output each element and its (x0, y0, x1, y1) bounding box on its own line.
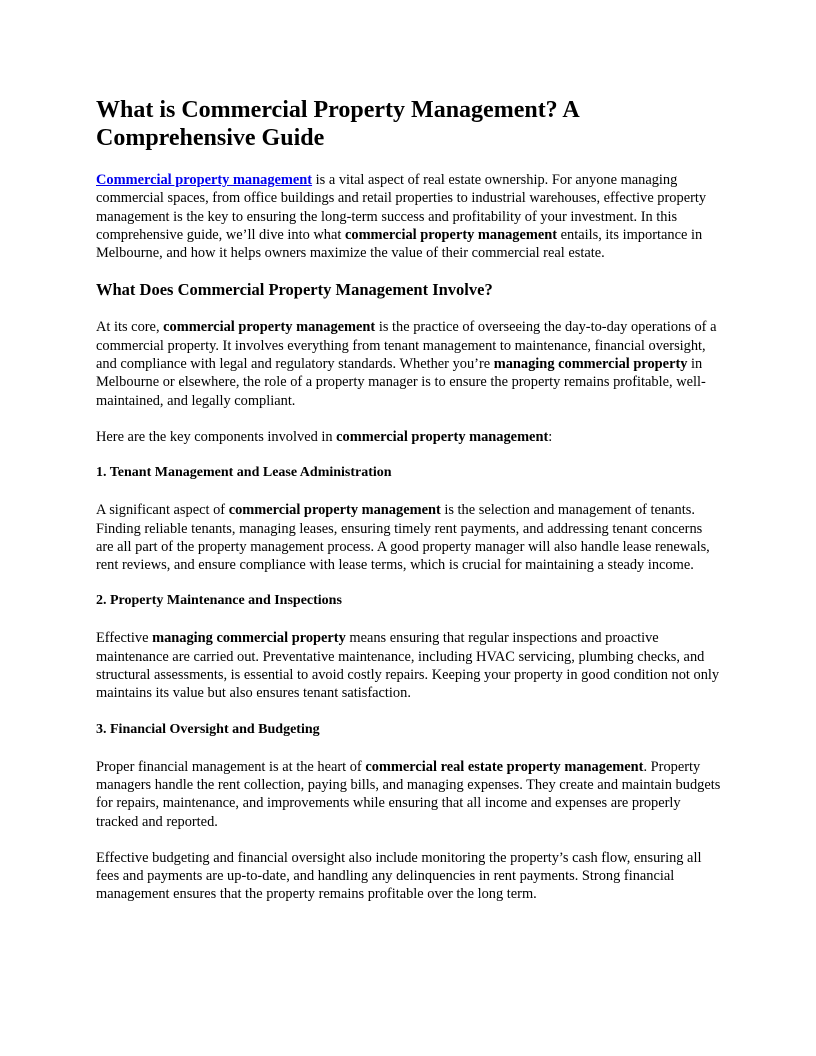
property-maintenance-paragraph: Effective managing commercial property means ensuring that regular inspections and proactive maintenance are carried out. Preventative maintenance, including HVAC servicing, plumbing checks, and structural assessments, is essential to avoid costly repairs. Keeping your property in good condition not only maintains its value but also ensures tenant satisfaction. (96, 630, 720, 702)
tenant-management-paragraph: A significant aspect of commercial property management is the selection and management of tenants. Finding reliable tenants, managing leases, ensuring timely rent payments, and addressing tenant concerns are all part of the property management process. A good property manager will also handle lease renewals, rent reviews, and ensure compliance with lease terms, which is crucial for maintaining a steady income. (96, 502, 710, 574)
subheading-financial-oversight: 3. Financial Oversight and Budgeting (96, 721, 320, 737)
section1-paragraph-2: Here are the key components involved in commercial property management: (96, 428, 553, 445)
document-page (96, 96, 721, 922)
page-title: What is Commercial Property Management? A Comprehensive Guide (96, 97, 579, 151)
financial-oversight-paragraph-1: Proper financial management is at the heart of commercial real estate property management. Property managers handle the rent collection, paying bills, and managing expenses. They create and maintain budgets for repairs, maintenance, and improvements while ensuring that all income and expenses are properly tracked and reported. (96, 758, 721, 830)
section-heading-involve: What Does Commercial Property Management Involve? (96, 280, 493, 300)
intro-paragraph: Commercial property management is a vital aspect of real estate ownership. For anyone managing commercial spaces, from office buildings and retail properties to industrial warehouses, effective property management is the key to ensuring the long-term success and profitability of your investment. In this comprehensive guide, we’ll dive into what commercial property management entails, its importance in Melbourne, and how it helps owners maximize the value of their commercial real estate. (96, 172, 707, 262)
commercial-property-management-link[interactable]: Commercial property management (96, 172, 313, 188)
financial-oversight-paragraph-2: Effective budgeting and financial oversight also include monitoring the property’s cash flow, ensuring all fees and payments are up-to-date, and handling any delinquencies in rent payments. Strong financial management ensures that the property remains profitable over the long term. (96, 849, 702, 903)
section1-paragraph-1: At its core, commercial property management is the practice of overseeing the day-to-day operations of a commercial property. It involves everything from tenant management to maintenance, financial oversight, and compliance with legal and regulatory standards. Whether you’re managing commercial property in Melbourne or elsewhere, the role of a property manager is to ensure the property remains profitable, well-maintained, and legally compliant. (96, 319, 717, 409)
subheading-property-maintenance: 2. Property Maintenance and Inspections (96, 593, 342, 609)
subheading-tenant-management: 1. Tenant Management and Lease Administration (96, 465, 392, 481)
